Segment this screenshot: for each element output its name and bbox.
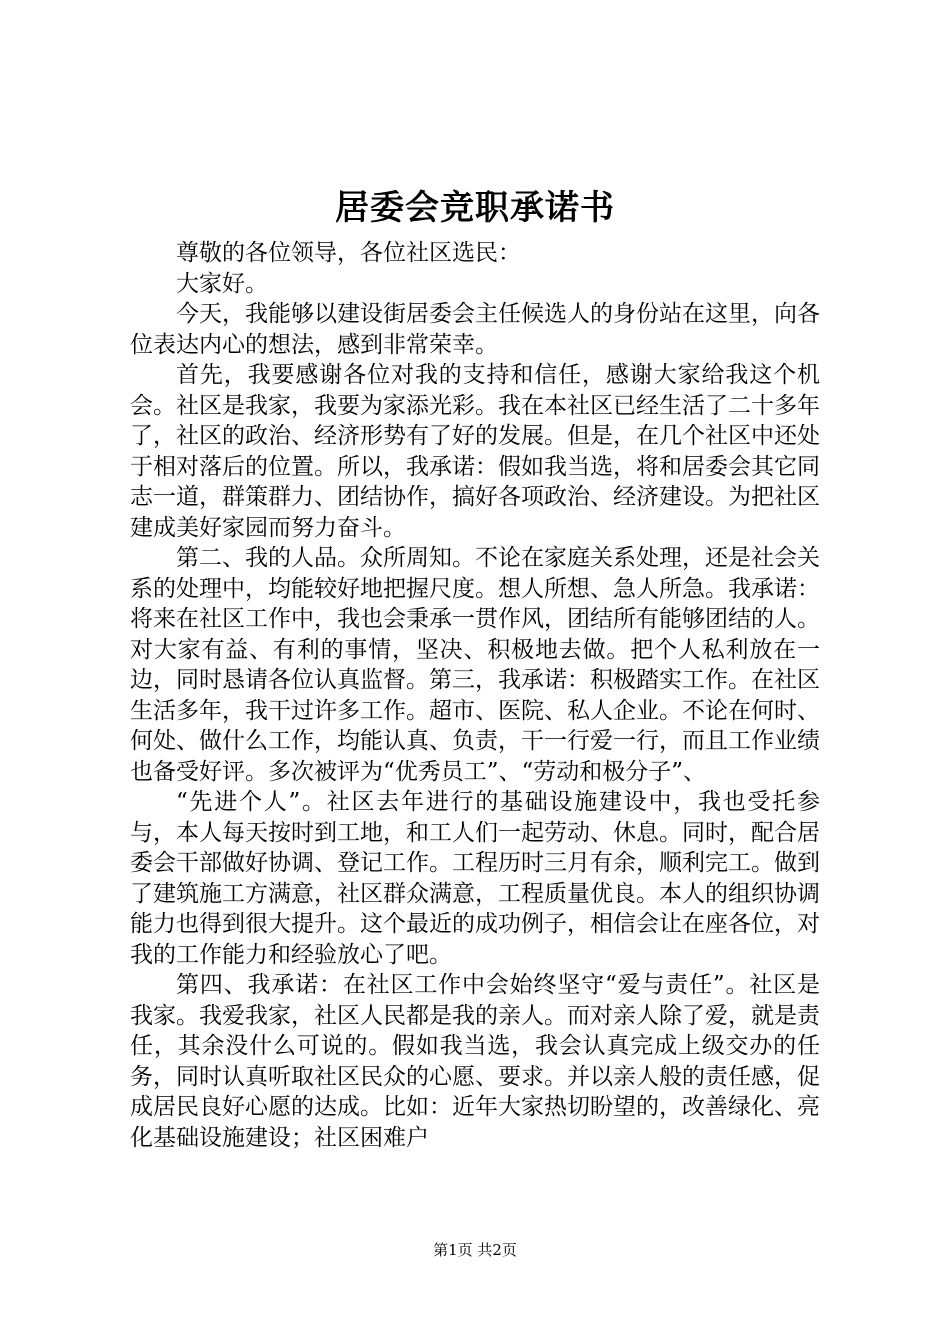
- paragraph-fourth: 第四、我承诺：在社区工作中会始终坚守“爱与责任”。社区是我家。我爱我家，社区人民都是我的亲人。而对亲人除了爱，就是责任，其余没什么可说的。假如我当选，我会认真完成上级交办的任务，同时认真听取社区民众的心愿、要求。并以亲人般的责任感，促成居民良好心愿的达成。比如：近年大家热切盼望的，改善绿化、亮化基础设施建设；社区困难户: [130, 972, 820, 1151]
- salutation: 尊敬的各位领导，各位社区选民：: [176, 240, 521, 266]
- paragraph-second-continued: “先进个人”。社区去年进行的基础设施建设中，我也受托参与，本人每天按时到工地，和工人们一起劳动、休息。同时，配合居委会干部做好协调、登记工作。工程历时三月有余，顺利完工。做到了建筑施工方满意，社区群众满意，工程质量优良。本人的组织协调能力也得到很大提升。这个最近的成功例子，相信会让在座各位，对我的工作能力和经验放心了吧。: [130, 789, 820, 968]
- page-number: 第1页 共2页: [433, 1241, 517, 1259]
- greeting: 大家好。: [176, 270, 268, 297]
- document-body: [130, 238, 820, 1153]
- paragraph-intro: 今天，我能够以建设街居委会主任候选人的身份站在这里，向各位表达内心的想法，感到非常荣幸。: [130, 301, 820, 358]
- paragraph-first: 首先，我要感谢各位对我的支持和信任，感谢大家给我这个机会。社区是我家，我要为家添光彩。我在本社区已经生活了二十多年了，社区的政治、经济形势有了好的发展。但是，在几个社区中还处于相对落后的位置。所以，我承诺：假如我当选，将和居委会其它同志一道，群策群力、团结协作，搞好各项政治、经济建设。为把社区建成美好家园而努力奋斗。: [130, 362, 820, 541]
- document-title: 居委会竞职承诺书: [335, 188, 615, 228]
- paragraph-second: 第二、我的人品。众所周知。不论在家庭关系处理，还是社会关系的处理中，均能较好地把握尺度。想人所想、急人所急。我承诺：将来在社区工作中，我也会秉承一贯作风，团结所有能够团结的人。对大家有益、有利的事情，坚决、积极地去做。把个人私利放在一边，同时恳请各位认真监督。第三，我承诺：积极踏实工作。在社区生活多年，我干过许多工作。超市、医院、私人企业。不论在何时、何处、做什么工作，均能认真、负责，干一行爱一行，而且工作业绩也备受好评。多次被评为“优秀员工”、“劳动和极分子”、: [130, 545, 820, 785]
